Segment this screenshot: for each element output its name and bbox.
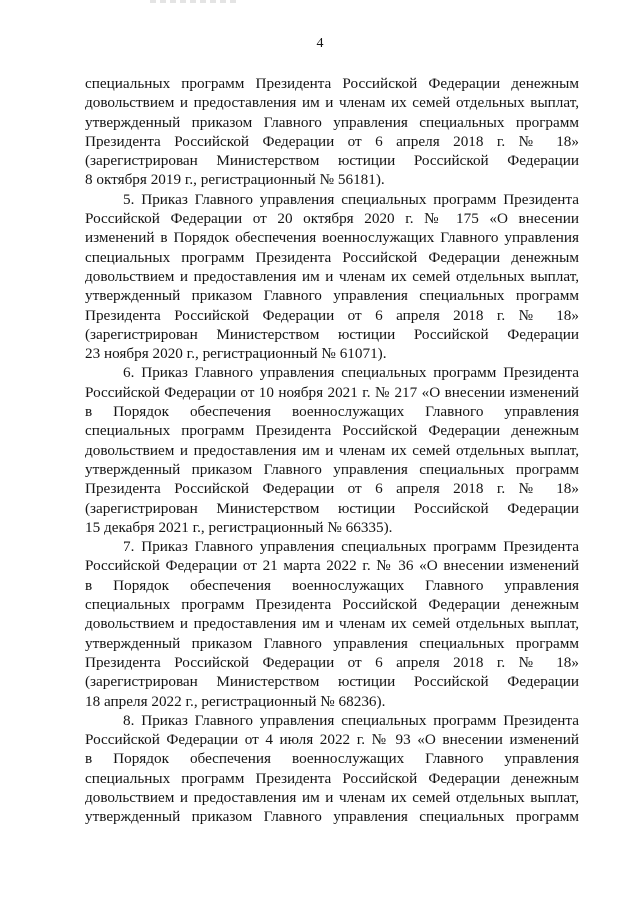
text-line: Российской Федерации от 21 марта 2022 г. № 36 «О внесении изменений [85, 557, 579, 575]
text-line: 15 декабря 2021 г., регистрационный № 66335). [85, 518, 393, 536]
text-line: утвержденный приказом Главного управления специальных программ [85, 808, 579, 826]
text-line: довольствием и предоставления им и членам их семей отдельных выплат, [85, 615, 579, 633]
text-line: (зарегистрирован Министерством юстиции Российской Федерации [85, 152, 579, 170]
text-line: (зарегистрирован Министерством юстиции Российской Федерации [85, 673, 579, 691]
text-line: довольствием и предоставления им и членам их семей отдельных выплат, [85, 788, 579, 806]
text-line: довольствием и предоставления им и членам их семей отдельных выплат, [85, 267, 579, 285]
text-line: 8. Приказ Главного управления специальных программ Президента [123, 711, 579, 729]
text-line: 7. Приказ Главного управления специальных программ Президента [123, 538, 579, 556]
text-line: в Порядок обеспечения военнослужащих Главного управления [85, 576, 579, 594]
text-line: Российской Федерации от 10 ноября 2021 г. № 217 «О внесении изменений [85, 383, 579, 401]
text-line: Президента Российской Федерации от 6 апреля 2018 г. № 18» [85, 653, 579, 671]
text-line: 8 октября 2019 г., регистрационный № 56181). [85, 171, 385, 189]
text-line: Российской Федерации от 20 октября 2020 г. № 175 «О внесении [85, 210, 579, 228]
text-line: (зарегистрирован Министерством юстиции Российской Федерации [85, 499, 579, 517]
page-number: 4 [316, 36, 324, 51]
text-line: специальных программ Президента Российской Федерации денежным [85, 248, 579, 266]
text-line: утвержденный приказом Главного управления специальных программ [85, 460, 579, 478]
text-line: (зарегистрирован Министерством юстиции Российской Федерации [85, 325, 579, 343]
text-line: в Порядок обеспечения военнослужащих Главного управления [85, 403, 579, 421]
text-line: Президента Российской Федерации от 6 апреля 2018 г. № 18» [85, 480, 579, 498]
text-line: утвержденный приказом Главного управления специальных программ [85, 287, 579, 305]
text-line: утвержденный приказом Главного управления специальных программ [85, 634, 579, 652]
text-line: специальных программ Президента Российской Федерации денежным [85, 769, 579, 787]
text-line: специальных программ Президента Российской Федерации денежным [85, 596, 579, 614]
document-body [85, 74, 579, 827]
text-line: довольствием и предоставления им и членам их семей отдельных выплат, [85, 441, 579, 459]
text-line: 5. Приказ Главного управления специальных программ Президента [123, 190, 579, 208]
text-line: 18 апреля 2022 г., регистрационный № 68236). [85, 692, 386, 710]
text-line: специальных программ Президента Российской Федерации денежным [85, 422, 579, 440]
text-line: в Порядок обеспечения военнослужащих Главного управления [85, 750, 579, 768]
text-line: специальных программ Президента Российской Федерации денежным [85, 75, 579, 92]
text-line: утвержденный приказом Главного управления специальных программ [85, 113, 579, 131]
text-line: Президента Российской Федерации от 6 апреля 2018 г. № 18» [85, 306, 579, 324]
text-line: Президента Российской Федерации от 6 апреля 2018 г. № 18» [85, 132, 579, 150]
scan-artifact [150, 0, 240, 3]
text-line: Российской Федерации от 4 июля 2022 г. № 93 «О внесении изменений [85, 731, 579, 749]
text-line: 23 ноября 2020 г., регистрационный № 61071). [85, 345, 387, 363]
text-line: изменений в Порядок обеспечения военнослужащих Главного управления [85, 229, 579, 247]
text-line: 6. Приказ Главного управления специальных программ Президента [123, 364, 579, 382]
text-line: довольствием и предоставления им и членам их семей отдельных выплат, [85, 94, 579, 112]
